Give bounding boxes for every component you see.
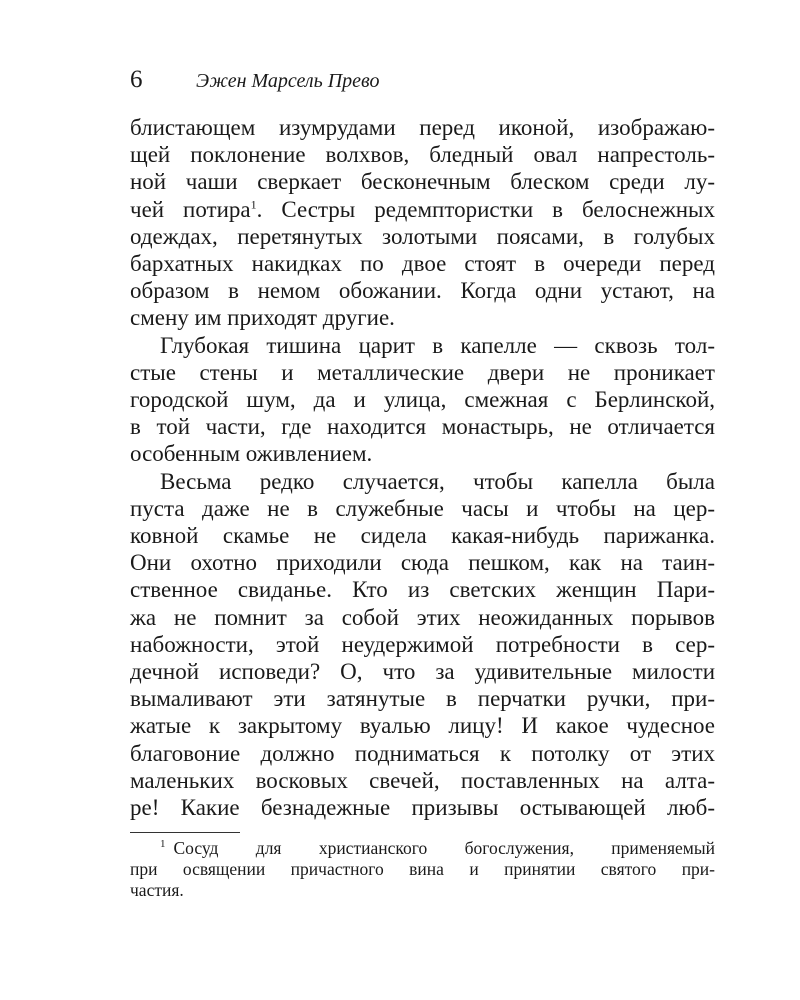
text-line: Весьма редко случается, чтобы капелла была bbox=[160, 468, 715, 494]
text-fragment: . Сестры редемптористки в белоснежных bbox=[256, 196, 715, 222]
text-line: вымаливают эти затянутые в перчатки ручки, при- bbox=[130, 686, 715, 712]
text-line: щей поклонение волхвов, бледный овал напрестоль- bbox=[130, 142, 715, 168]
paragraph-3 bbox=[130, 468, 715, 822]
running-header bbox=[130, 66, 730, 100]
text-fragment: чей потира bbox=[130, 196, 251, 222]
paragraph-1 bbox=[130, 114, 715, 332]
text-line: ственное свиданье. Кто из светских женщин Пари- bbox=[130, 577, 715, 603]
text-line: в той части, где находится монастырь, не отличается bbox=[130, 414, 715, 440]
text-line: дечной исповеди? О, что за удивительные милости bbox=[130, 659, 715, 685]
footnote-divider bbox=[130, 832, 240, 833]
text-line: смену им приходят другие. bbox=[130, 305, 395, 331]
text-line: одеждах, перетянутых золотыми поясами, в голубых bbox=[130, 223, 715, 249]
footnote-line: частия. bbox=[130, 880, 184, 900]
text-line: бархатных накидках по двое стоят в очереди перед bbox=[130, 251, 715, 277]
text-line: ной чаши сверкает бесконечным блеском среди лу- bbox=[130, 169, 715, 195]
text-line: ковной скамье не сидела какая-нибудь парижанка. bbox=[130, 523, 715, 549]
text-line: Они охотно приходили сюда пешком, как на таин- bbox=[130, 550, 715, 576]
text-line: городской шум, да и улица, смежная с Берлинской, bbox=[130, 387, 715, 413]
text-line: образом в немом обожании. Когда одни устают, на bbox=[130, 278, 715, 304]
body-text bbox=[130, 114, 715, 821]
text-line-with-footnote bbox=[130, 196, 715, 223]
text-line: Глубокая тишина царит в капелле — сквозь тол- bbox=[160, 332, 715, 358]
text-line: жа не помнит за собой этих неожиданных порывов bbox=[130, 604, 715, 630]
footnote-text: Сосуд для христианского богослужения, применяемый bbox=[173, 838, 715, 858]
text-line: стые стены и металлические двери не проникает bbox=[130, 359, 715, 385]
text-line: ре! Какие безнадежные призывы остывающей люб- bbox=[130, 795, 715, 821]
running-title: Эжен Марсель Прево bbox=[196, 70, 380, 92]
footnote-line bbox=[130, 838, 715, 859]
text-line: пуста даже не в служебные часы и чтобы на цер- bbox=[130, 495, 715, 521]
text-line: благовоние должно подниматься к потолку от этих bbox=[130, 740, 715, 766]
page-number: 6 bbox=[130, 66, 143, 93]
text-line: жатые к закрытому вуалью лицу! И какое чудесное bbox=[130, 713, 715, 739]
text-line: блистающем изумрудами перед иконой, изображаю- bbox=[130, 115, 715, 140]
text-line: маленьких восковых свечей, поставленных на алта- bbox=[130, 767, 715, 793]
text-line: особенным оживлением. bbox=[130, 441, 373, 467]
paragraph-2 bbox=[130, 332, 715, 468]
footnote-marker: 1 bbox=[160, 838, 166, 851]
footnote-line: при освящении причастного вина и принятии святого при- bbox=[130, 859, 715, 879]
footnote bbox=[130, 838, 715, 901]
text-line: набожности, этой неудержимой потребности в сер- bbox=[130, 631, 715, 657]
footnote-reference: 1 bbox=[250, 196, 257, 211]
